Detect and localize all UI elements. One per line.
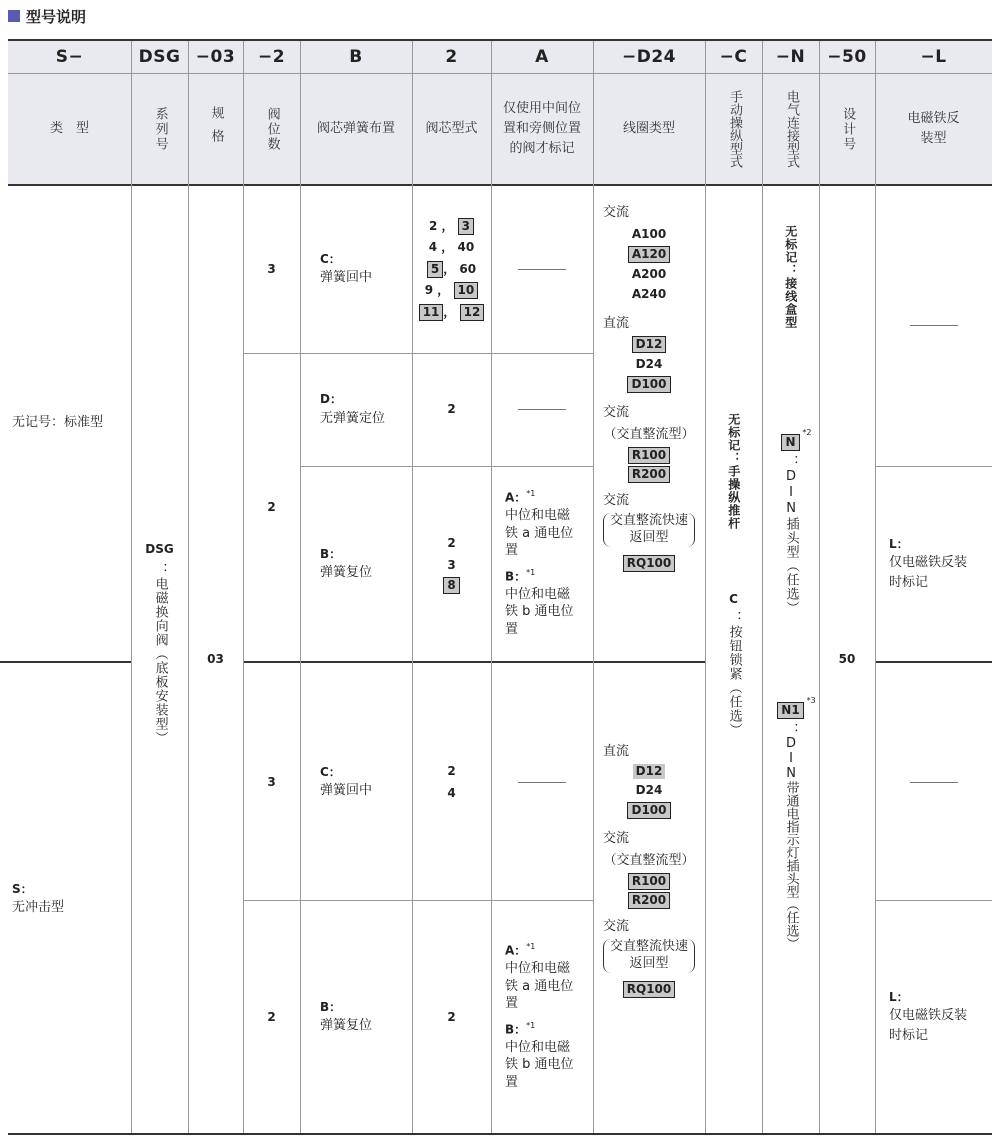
desc-reverse: 电磁铁反装型 [875, 73, 992, 185]
desc-manual: 手动操纵型式 [726, 90, 742, 168]
code-2b: 2 [412, 41, 491, 73]
rule-header [8, 73, 992, 74]
code-c: −C [705, 41, 762, 73]
spool-8-box: 8 [443, 577, 459, 594]
vrule-2 [188, 41, 189, 1133]
lower-spool-c-list: 2 4 [447, 763, 456, 800]
upper-spool-d: 2 [447, 402, 456, 417]
reverse-l-code-1: L： [889, 536, 909, 551]
reverse-l-desc-2: 仅电磁铁反装时标记 [889, 1008, 968, 1044]
lower-b-code: B： [320, 999, 342, 1014]
code-03: −03 [188, 41, 243, 73]
desc-elec: 电气连接型式 [783, 90, 799, 168]
coil-d100-box: D100 [627, 376, 670, 393]
vrule-8 [705, 41, 706, 1133]
coil-lower-d100-box: D100 [627, 802, 670, 819]
rule-top [8, 39, 992, 41]
model-code-table: S− DSG −03 −2 B 2 A −D24 −C −N −50 −L 类 型 系列号 规格 阀位数 阀芯弹簧布置 阀芯型式 仅使用中间位置和旁侧位置的阀才标记 线圈类型 手动操纵型式 电气连接型式 设计号 电磁铁反装型 无记号：标准型 S： 无冲击型 DSG ：电磁换向阀（底板安装型） 03 3 2 C： 弹簧回中 D： 无弹簧定位 B： 弹簧复位 2 ， 3 4 ， 40 5 ， 60 9 ， 10 11 ， 12 2 2 3 8 A：$^{*1}$ 中位和电磁铁 a 通电位置 B：$^{*1}$ 中位和电磁铁 b 通电位置 交流 A100 A120 A200 A240 直流 D12 D24 D100 交流 （交直整流型） R100 R200 交流 交直整流快速返回型 RQ100 3 2 C： 弹簧回中 B： 弹簧复位 2 4 2 A：$^{*1}$ 中位和电磁铁 a 通电位置 B：$^{*1}$ 中位和电磁铁 b 通电位置 直流 D12 D24 D100 交流 （交直整流型） R100 R200 交流 交直整流快速返回型 RQ100 无标记：手操纵推杆 C ：按钮锁紧（任选） 无标记：接线盒型 N *2 ：DIN插头型（任选） N1 *3 ：DIN带通电指示灯插头型（任选） 50 L： 仅电磁铁反装时标记 L： 仅电磁铁反装时标记 [0, 0, 1000, 1145]
upper-spool-b-list: 2 3 8 [443, 534, 459, 594]
upper-b-code: B： [320, 546, 342, 561]
upper-bb-code: B： [505, 569, 527, 584]
coil-r100-box: R100 [628, 447, 670, 464]
spool-10-box: 10 [454, 282, 479, 299]
coil-rq100-box: RQ100 [623, 555, 676, 572]
desc-series: 系列号 [152, 106, 168, 152]
elec-none: 无标记：接线盒型 [783, 225, 798, 329]
vrule-9 [762, 41, 763, 1133]
coil-lower-r200-box: R200 [628, 892, 670, 909]
coil-lower-rq100-box: RQ100 [623, 981, 676, 998]
elec-n1-box: N1 [777, 702, 803, 719]
upper-bb-desc: 中位和电磁铁 b 通电位置 [505, 586, 574, 637]
lower-b-desc: 弹簧复位 [320, 1018, 373, 1034]
rule-mid-c [875, 661, 992, 663]
upper-a-desc: 中位和电磁铁 a 通电位置 [505, 508, 574, 559]
rule-bottom [8, 1133, 992, 1135]
size-value: 03 [207, 652, 224, 667]
vrule-7 [593, 41, 594, 1133]
lower-coil-list: 直流 D12 D24 D100 交流 （交直整流型） R100 R200 交流 交直整流快速返回型 RQ100 [603, 744, 695, 996]
upper-pos3: 3 [267, 261, 276, 276]
desc-coil: 线圈类型 [593, 73, 705, 185]
rule-lower-1 [243, 900, 593, 901]
code-n: −N [762, 41, 819, 73]
series-desc: ：电磁换向阀（底板安装型） [152, 562, 168, 745]
coil-d12-box: D12 [632, 336, 667, 353]
lower-c-code: C： [320, 764, 341, 779]
reverse-l-desc-1: 仅电磁铁反装时标记 [889, 555, 968, 591]
desc-spool: 阀芯型式 [412, 73, 491, 185]
code-s: S− [8, 41, 131, 73]
lower-a-desc: 中位和电磁铁 a 通电位置 [505, 961, 574, 1012]
reverse-dash-1 [910, 325, 958, 326]
desc-spring: 阀芯弹簧布置 [300, 73, 412, 185]
spool-3-box: 3 [458, 218, 474, 235]
section-title-text: 型号说明 [26, 7, 87, 26]
lower-a-code: A： [505, 943, 527, 958]
reverse-dash-2 [910, 782, 958, 783]
vrule-3 [243, 41, 244, 1133]
elec-n-desc: ：DIN插头型（任选） [783, 455, 799, 616]
code-a: A [491, 41, 593, 73]
lower-spool-b: 2 [447, 1009, 456, 1024]
code-b: B [300, 41, 412, 73]
manual-c-code: C [729, 592, 738, 606]
type-standard: 无记号：标准型 [12, 415, 104, 431]
upper-d-desc: 无弹簧定位 [320, 410, 386, 426]
coil-lower-r100-box: R100 [628, 873, 670, 890]
upper-marking-dash-2 [518, 409, 566, 410]
code-l: −L [875, 41, 992, 73]
spool-11-box: 11 [419, 304, 444, 321]
lower-pos2: 2 [267, 1009, 276, 1024]
rule-header-bottom [8, 184, 992, 186]
rule-mid-a [0, 661, 131, 663]
upper-c-desc: 弹簧回中 [320, 270, 373, 286]
vrule-10 [819, 41, 820, 1133]
desc-size: 规格 [208, 106, 224, 152]
upper-pos2: 2 [267, 500, 276, 515]
upper-d-code: D： [320, 392, 342, 407]
type-s-code: S： [12, 881, 33, 896]
desc-design: 设计号 [840, 106, 856, 152]
code-dsg: DSG [131, 41, 188, 73]
upper-coil-list: 交流 A100 A120 A200 A240 直流 D12 D24 D100 交流 （交直整流型） R100 R200 交流 交直整流快速返回型 RQ100 [603, 205, 695, 570]
lower-pos3: 3 [267, 774, 276, 789]
upper-marking-dash-1 [518, 269, 566, 270]
upper-b-desc: 弹簧复位 [320, 565, 373, 581]
desc-type: 类 型 [8, 73, 131, 185]
code-50: −50 [819, 41, 875, 73]
upper-c-code: C： [320, 251, 341, 266]
rule-upper-2 [300, 466, 593, 467]
manual-c-desc: ：按钮锁紧（任选） [726, 610, 742, 737]
rule-upper-1 [243, 353, 593, 354]
desc-positions: 阀位数 [264, 106, 280, 152]
lower-c-desc: 弹簧回中 [320, 783, 373, 799]
coil-lower-d12-box: D12 [633, 764, 666, 779]
manual-none: 无标记：手操纵推杆 [726, 413, 741, 530]
coil-a120-box: A120 [628, 246, 670, 263]
rule-upper-3 [875, 466, 992, 467]
vrule-1 [131, 41, 132, 1133]
rule-lower-2 [875, 900, 992, 901]
code-2: −2 [243, 41, 300, 73]
upper-spool-c-list: 2 ， 3 4 ， 40 5 ， 60 9 ， 10 11 ， 12 [419, 217, 485, 322]
vrule-5 [412, 41, 413, 1133]
vrule-11 [875, 41, 876, 1133]
lower-bb-desc: 中位和电磁铁 b 通电位置 [505, 1039, 574, 1090]
lower-bb-code: B： [505, 1022, 527, 1037]
vrule-6 [491, 41, 492, 1133]
lower-marking-dash [518, 782, 566, 783]
spool-5-box: 5 [427, 261, 443, 278]
design-value: 50 [838, 652, 856, 667]
spool-12-box: 12 [460, 304, 485, 321]
code-d24: −D24 [593, 41, 705, 73]
vrule-4 [300, 41, 301, 1133]
elec-n1-desc: ：DIN带通电指示灯插头型（任选） [783, 723, 799, 951]
desc-marking: 仅使用中间位置和旁侧位置的阀才标记 [491, 73, 593, 185]
series-code: DSG [145, 542, 174, 556]
upper-a-code: A： [505, 490, 527, 505]
type-s-desc: 无冲击型 [12, 900, 65, 916]
reverse-l-code-2: L： [889, 989, 909, 1004]
rule-mid-b [243, 661, 705, 663]
coil-r200-box: R200 [628, 466, 670, 483]
elec-n-box: N [781, 434, 799, 451]
